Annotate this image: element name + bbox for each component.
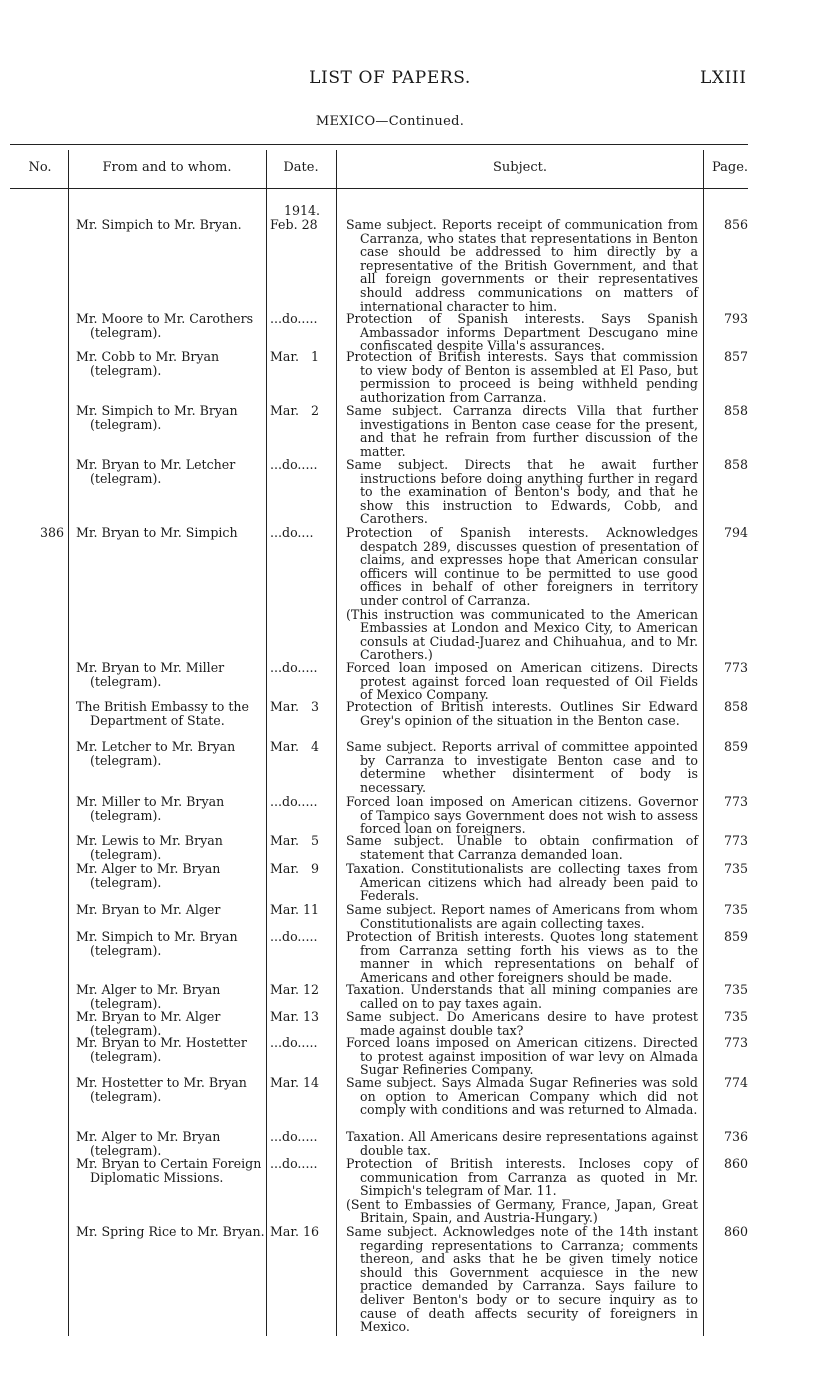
subject-paragraph: Same subject. Reports arrival of committee appointed by Carranza to investigate Benton case and to determine whether disinterment of body is necessary. <box>346 739 698 795</box>
paper-subject <box>346 458 698 526</box>
page-number: 860 <box>723 1156 749 1171</box>
paper-date <box>270 740 334 754</box>
from-to-whom: Mr. Alger to Mr. Bryan (telegram). <box>76 861 221 890</box>
from-to-whom: Mr. Simpich to Mr. Bryan (telegram). <box>76 403 238 432</box>
from-to-whom: Mr. Hostetter to Mr. Bryan (telegram). <box>76 1075 247 1104</box>
column-header-subject: Subject. <box>493 160 547 175</box>
column-header-date: Date. <box>283 160 319 175</box>
date-value: Mar. 2 <box>270 403 320 418</box>
page-number: 858 <box>723 457 749 472</box>
date-value: ...do..... <box>270 794 318 809</box>
page-number: 736 <box>723 1129 749 1144</box>
date-value: Mar. 16 <box>270 1224 320 1239</box>
page-number: 856 <box>723 217 749 232</box>
subject-paragraph: Forced loans imposed on American citizens. Directed to protest against imposition of war levy on Almada Sugar Refineries Company. <box>346 1035 698 1078</box>
table-header-rule <box>10 188 748 189</box>
paper-subject <box>346 903 698 930</box>
subject-paragraph: (This instruction was communicated to the American Embassies at London and Mexico City, to American consuls at Ciudad-Juarez and Chihuahua, and to Mr. Carothers.) <box>346 606 698 663</box>
page-number: 859 <box>723 739 749 754</box>
paper-date <box>270 983 334 997</box>
from-to-whom: Mr. Bryan to Mr. Letcher (telegram). <box>76 457 236 486</box>
page-number: 857 <box>723 349 749 364</box>
date-value: Mar. 11 <box>270 902 320 917</box>
subject-paragraph: Same subject. Report names of Americans from whom Constitutionalists are again collecting taxes. <box>346 902 698 931</box>
page-number: 773 <box>723 1035 749 1050</box>
subject-paragraph: Protection of Spanish interests. Says Spanish Ambassador informs Department Descugano mine confiscated despite Villa's assurances. <box>346 311 698 354</box>
from-to-whom: Mr. Spring Rice to Mr. Bryan. <box>76 1224 265 1239</box>
paper-date <box>270 903 334 917</box>
from-to-whom: Mr. Alger to Mr. Bryan (telegram). <box>76 1129 221 1158</box>
paper-number: 386 <box>39 525 64 540</box>
subject-paragraph: Taxation. All Americans desire representations against double tax. <box>346 1129 698 1158</box>
page-number: 858 <box>723 403 749 418</box>
paper-subject <box>346 834 698 861</box>
paper-date <box>270 1076 334 1090</box>
from-to-whom: Mr. Miller to Mr. Bryan (telegram). <box>76 794 225 823</box>
date-value: ...do.... <box>270 525 314 540</box>
paper-subject <box>346 1225 698 1334</box>
paper-subject <box>346 350 698 404</box>
from-to-whom: Mr. Bryan to Certain Foreign Diplomatic Missions. <box>76 1156 262 1185</box>
paper-date <box>270 312 334 326</box>
paper-subject <box>346 1076 698 1117</box>
page-number: 773 <box>723 833 749 848</box>
page-number: 773 <box>723 660 749 675</box>
column-divider <box>703 150 704 1336</box>
date-value: ...do..... <box>270 660 318 675</box>
date-value: ...do..... <box>270 1156 318 1171</box>
paper-subject <box>346 1130 698 1157</box>
paper-subject <box>346 983 698 1010</box>
column-header-from: From and to whom. <box>102 160 232 175</box>
page-number: 858 <box>723 699 749 714</box>
date-value: Mar. 1 <box>270 349 320 364</box>
date-value: ...do..... <box>270 1129 318 1144</box>
paper-subject <box>346 404 698 458</box>
from-to-whom: Mr. Moore to Mr. Carothers (telegram). <box>76 311 254 340</box>
date-value: ...do..... <box>270 1035 318 1050</box>
from-to-whom: Mr. Simpich to Mr. Bryan. <box>76 217 242 232</box>
date-year: 1914. <box>283 203 321 218</box>
paper-subject <box>346 740 698 794</box>
from-to-whom: Mr. Bryan to Mr. Alger (telegram). <box>76 1009 221 1038</box>
paper-date <box>270 862 334 876</box>
paper-date <box>270 350 334 364</box>
paper-subject <box>346 218 698 313</box>
date-value: Feb. 28 <box>270 216 318 232</box>
subject-paragraph: Same subject. Acknowledges note of the 14th instant regarding representations to Carranza; comments thereon, and asks that he be given timely notice should this Government acquiesce in the new practice demanded by Carranza. Says failure to deliver Benton's body or to secure inquiry as to cause of death affects security of foreigners in Mexico. <box>346 1224 698 1335</box>
section-subtitle: MEXICO—Continued. <box>315 114 465 129</box>
paper-date <box>270 1036 334 1050</box>
from-to-whom: Mr. Bryan to Mr. Simpich <box>76 525 238 540</box>
date-value: Mar. 12 <box>270 982 320 997</box>
paper-subject <box>346 700 698 727</box>
page-number: 860 <box>723 1224 749 1239</box>
paper-date <box>270 458 334 472</box>
subject-paragraph: Same subject. Says Almada Sugar Refineries was sold on option to American Company which did not comply with conditions and was returned to Almada. <box>346 1075 698 1118</box>
date-value: Mar. 14 <box>270 1075 320 1090</box>
paper-date <box>270 1130 334 1144</box>
date-value: ...do..... <box>270 311 318 326</box>
subject-paragraph: Protection of British interests. Quotes long statement from Carranza setting forth his views as to the manner in which representations on behalf of Americans and other foreigners should be made. <box>346 929 698 985</box>
date-value: Mar. 4 <box>270 739 320 754</box>
subject-paragraph: Taxation. Constitutionalists are collecting taxes from American citizens which had already been paid to Federals. <box>346 861 698 904</box>
from-to-whom: Mr. Letcher to Mr. Bryan (telegram). <box>76 739 236 768</box>
paper-subject <box>346 312 698 353</box>
subject-paragraph: Protection of British interests. Says that commission to view body of Benton is assembled at El Paso, but permission to proceed is being withheld pending authorization from Carranza. <box>346 349 698 405</box>
paper-date <box>270 1225 334 1239</box>
page-number: 735 <box>723 1009 749 1024</box>
subject-paragraph: Taxation. Understands that all mining companies are called on to pay taxes again. <box>346 982 698 1011</box>
paper-subject <box>346 526 698 662</box>
from-to-whom: Mr. Cobb to Mr. Bryan (telegram). <box>76 349 220 378</box>
paper-date <box>270 404 334 418</box>
paper-subject <box>346 1157 698 1225</box>
subject-paragraph: Same subject. Reports receipt of communication from Carranza, who states that representations in Benton case should be addressed to him directly by a representative of the British Government, and that all foreign governments or their representatives should address communications on matters of international character to him. <box>346 217 698 314</box>
paper-date <box>270 1157 334 1171</box>
date-value: Mar. 3 <box>270 699 320 714</box>
column-header-no: No. <box>28 160 52 175</box>
from-to-whom: Mr. Alger to Mr. Bryan (telegram). <box>76 982 221 1011</box>
subject-paragraph: Same subject. Carranza directs Villa that further investigations in Benton case cease for the present, and that he refrain from further discussion of the matter. <box>346 403 698 459</box>
date-value: ...do..... <box>270 929 318 944</box>
paper-subject <box>346 661 698 702</box>
paper-subject <box>346 795 698 836</box>
paper-date <box>270 700 334 714</box>
page-number: 859 <box>723 929 749 944</box>
paper-subject <box>346 1010 698 1037</box>
paper-date <box>270 661 334 675</box>
from-to-whom: Mr. Bryan to Mr. Miller (telegram). <box>76 660 225 689</box>
column-header-page: Page. <box>711 160 749 175</box>
from-to-whom: Mr. Simpich to Mr. Bryan (telegram). <box>76 929 238 958</box>
subject-paragraph: Protection of Spanish interests. Acknowledges despatch 289, discusses question of presentation of claims, and expresses hope that American consular officers will continue to be permitted to use good offices in behalf of other foreigners in territory under control of Carranza. <box>346 525 698 608</box>
paper-subject <box>346 862 698 903</box>
table-top-rule <box>10 144 748 145</box>
subject-paragraph: (Sent to Embassies of Germany, France, Japan, Great Britain, Spain, and Austria-Hungary.) <box>346 1196 698 1226</box>
paper-date <box>270 834 334 848</box>
subject-paragraph: Same subject. Do Americans desire to have protest made against double tax? <box>346 1009 698 1038</box>
column-divider <box>68 150 69 1336</box>
page-numeral: LXIII <box>700 68 747 88</box>
paper-date <box>270 204 334 231</box>
paper-date <box>270 930 334 944</box>
from-to-whom: The British Embassy to the Department of State. <box>76 699 249 728</box>
page-number: 793 <box>723 311 749 326</box>
date-value: Mar. 13 <box>270 1009 320 1024</box>
page-number: 773 <box>723 794 749 809</box>
paper-subject <box>346 1036 698 1077</box>
date-value: ...do..... <box>270 457 318 472</box>
paper-date <box>270 1010 334 1024</box>
date-value: Mar. 9 <box>270 861 320 876</box>
from-to-whom: Mr. Lewis to Mr. Bryan (telegram). <box>76 833 223 862</box>
from-to-whom: Mr. Bryan to Mr. Alger <box>76 902 221 917</box>
page-title: LIST OF PAPERS. <box>309 68 471 88</box>
paper-date <box>270 795 334 809</box>
paper-date <box>270 526 334 540</box>
subject-paragraph: Protection of British interests. Incloses copy of communication from Carranza as quoted in Mr. Simpich's telegram of Mar. 11. <box>346 1156 698 1199</box>
column-divider <box>336 150 337 1336</box>
subject-paragraph: Same subject. Directs that he await further instructions before doing anything further in regard to the examination of Benton's body, and that he show this instruction to Edwards, Cobb, and Carothers. <box>346 457 698 527</box>
paper-subject <box>346 930 698 984</box>
page-number: 794 <box>723 525 749 540</box>
from-to-whom: Mr. Bryan to Mr. Hostetter (telegram). <box>76 1035 247 1064</box>
subject-paragraph: Forced loan imposed on American citizens. Governor of Tampico says Government does not wish to assess forced loan on foreigners. <box>346 794 698 837</box>
subject-paragraph: Protection of British interests. Outlines Sir Edward Grey's opinion of the situation in the Benton case. <box>346 699 698 728</box>
page-number: 774 <box>723 1075 749 1090</box>
page-number: 735 <box>723 902 749 917</box>
subject-paragraph: Same subject. Unable to obtain confirmation of statement that Carranza demanded loan. <box>346 833 698 862</box>
date-value: Mar. 5 <box>270 833 320 848</box>
subject-paragraph: Forced loan imposed on American citizens. Directs protest against forced loan requested of Oil Fields of Mexico Company. <box>346 660 698 703</box>
page-number: 735 <box>723 982 749 997</box>
page-number: 735 <box>723 861 749 876</box>
